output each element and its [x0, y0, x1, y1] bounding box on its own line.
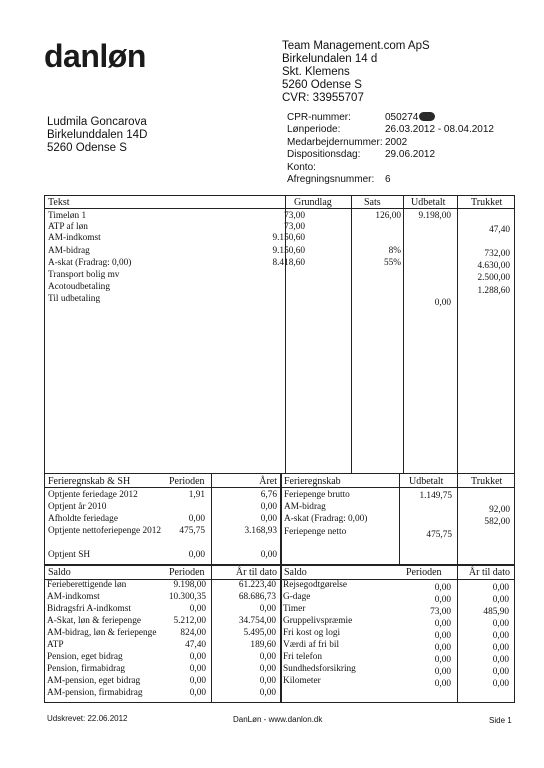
row-trukket: 732,00: [484, 249, 510, 259]
row-label: Optjent år 2010: [48, 502, 107, 512]
row-label: Fri telefon: [283, 652, 322, 662]
saldo-title: Saldo: [284, 567, 307, 578]
company-info: [282, 40, 430, 105]
row-label: Pension, firmabidrag: [47, 664, 125, 674]
row-aaret: 3.168,93: [244, 526, 277, 536]
danlon-logo: danløn: [44, 38, 146, 74]
row-perioden: 0,00: [189, 676, 206, 686]
row-sats: 55%: [383, 258, 401, 268]
employee-info: [47, 116, 147, 155]
main-pay-table: [44, 195, 515, 474]
row-label: G-dage: [283, 592, 311, 602]
meta-row-account: [287, 162, 494, 174]
row-label: Kilometer: [283, 676, 321, 686]
row-perioden: 0,00: [189, 604, 206, 614]
header-aaret: Året: [259, 476, 277, 487]
ferieregnskab-title: Ferieregnskab: [284, 476, 341, 487]
row-perioden: 0,00: [188, 514, 205, 524]
row-label: AM-pension, eget bidrag: [47, 676, 141, 686]
row-perioden: 0,00: [434, 667, 451, 677]
company-cvr: CVR: 33955707: [282, 92, 364, 104]
row-perioden: 0,00: [434, 583, 451, 593]
row-label: Ferieberettigende løn: [47, 580, 127, 590]
meta-label: Lønperiode:: [287, 124, 341, 136]
row-label: Pension, eget bidrag: [47, 652, 123, 662]
row-label: AM-bidrag: [284, 502, 326, 512]
employee-address: Birkelunddalen 14D: [47, 129, 148, 141]
row-perioden: 0,00: [189, 652, 206, 662]
row-aar: 0,00: [492, 619, 509, 629]
meta-value: 6: [385, 174, 391, 186]
employee-city: 5260 Odense S: [47, 142, 127, 154]
row-label: ATP: [47, 640, 64, 650]
meta-label: CPR-nummer:: [287, 112, 351, 123]
ferie-sh-table: [44, 473, 282, 565]
row-udbetalt: 475,75: [426, 530, 452, 540]
row-aar: 5.495,00: [243, 628, 276, 638]
row-trukket: 4.630,00: [477, 261, 510, 271]
row-trukket: 92,00: [489, 505, 510, 515]
company-address2: Skt. Klemens: [282, 66, 350, 78]
company-city: 5260 Odense S: [282, 79, 362, 91]
row-label: Optjente feriedage 2012: [48, 490, 138, 500]
meta-label: Medarbejdernummer:: [287, 136, 383, 148]
row-aar: 0,00: [259, 652, 276, 662]
row-aar: 0,00: [259, 664, 276, 674]
header-perioden: Perioden: [406, 567, 442, 578]
row-perioden: 0,00: [434, 619, 451, 629]
header-aar-til-dato: År til dato: [235, 567, 277, 578]
printed-date: Udskrevet: 22.06.2012: [47, 714, 128, 723]
row-aar: 189,60: [250, 640, 276, 650]
row-aar: 0,00: [492, 631, 509, 641]
row-trukket: 582,00: [484, 517, 510, 527]
meta-label: Afregningsnummer:: [287, 174, 375, 186]
row-label: Feriepenge netto: [284, 527, 347, 537]
row-label: AM-bidrag, løn & feriepenge: [47, 628, 157, 638]
meta-label: Dispositionsdag:: [287, 149, 361, 161]
meta-row-period: [287, 124, 494, 136]
meta-label: Konto:: [287, 161, 316, 173]
ferieregnskab-table: [280, 473, 515, 565]
row-aaret: 0,00: [260, 502, 277, 512]
row-grundlag: 73,00: [284, 211, 305, 221]
row-tekst: Til udbetaling: [48, 294, 101, 304]
meta-row-cpr: [287, 112, 494, 124]
row-label: Bidragsfri A-indkomst: [47, 604, 131, 614]
row-aar: 0,00: [259, 676, 276, 686]
meta-value: 050274: [385, 112, 419, 123]
row-grundlag: 9.150,60: [272, 246, 305, 256]
header-grundlag: Grundlag: [294, 197, 332, 208]
row-aaret: 0,00: [260, 514, 277, 524]
row-aaret: 0,00: [260, 550, 277, 560]
row-perioden: 0,00: [189, 664, 206, 674]
row-sats: 8%: [388, 246, 401, 256]
row-tekst: Transport bolig mv: [48, 270, 120, 280]
saldo-title: Saldo: [48, 567, 71, 578]
row-trukket: 1.288,60: [477, 286, 510, 296]
company-name: Team Management.com ApS: [282, 40, 430, 52]
row-label: A-Skat, løn & feriepenge: [47, 616, 141, 626]
row-perioden: 73,00: [430, 607, 451, 617]
footer-website: DanLøn - www.danlon.dk: [233, 715, 323, 724]
payslip-meta: [287, 112, 494, 186]
row-aar: 61.223,40: [238, 580, 276, 590]
row-perioden: 0,00: [434, 655, 451, 665]
header-trukket: Trukket: [471, 476, 503, 487]
redaction-mark: [419, 112, 435, 121]
row-aar: 0,00: [492, 667, 509, 677]
row-aar: 0,00: [492, 583, 509, 593]
row-aar: 0,00: [492, 655, 509, 665]
row-label: Optjente nettoferiepenge 2012: [48, 526, 162, 536]
row-label: Fri kost og logi: [283, 628, 341, 638]
meta-row-disposition-date: [287, 149, 494, 161]
header-aar-til-dato: År til dato: [468, 567, 510, 578]
header-tekst: Tekst: [48, 197, 70, 208]
row-perioden: 9.198,00: [173, 580, 206, 590]
row-aar: 0,00: [259, 688, 276, 698]
row-sats: 126,00: [375, 211, 401, 221]
meta-row-settlement-number: [287, 174, 494, 186]
row-label: Feriepenge brutto: [284, 490, 350, 500]
row-perioden: 0,00: [189, 688, 206, 698]
row-perioden: 475,75: [179, 526, 205, 536]
meta-value: 2002: [385, 136, 408, 148]
row-perioden: 0,00: [434, 595, 451, 605]
row-trukket: 2.500,00: [477, 273, 510, 283]
row-label: Sundhedsforsikring: [283, 664, 356, 674]
employee-name: Ludmila Goncarova: [47, 116, 147, 128]
page-number: Side 1: [489, 716, 512, 725]
row-label: A-skat (Fradrag: 0,00): [284, 514, 368, 524]
row-perioden: 824,00: [180, 628, 206, 638]
row-grundlag: 9.150,60: [272, 233, 305, 243]
row-label: Optjent SH: [48, 550, 91, 560]
row-perioden: 0,00: [434, 631, 451, 641]
row-aar: 0,00: [492, 643, 509, 653]
row-aar: 0,00: [259, 604, 276, 614]
row-grundlag: 73,00: [284, 222, 305, 232]
row-aar: 34.754,00: [238, 616, 276, 626]
meta-value: 26.03.2012 - 08.04.2012: [385, 124, 494, 136]
row-tekst: Acotoudbetaling: [48, 282, 110, 292]
row-label: Værdi af fri bil: [283, 640, 340, 650]
header-sats: Sats: [364, 197, 381, 208]
row-perioden: 47,40: [185, 640, 206, 650]
row-perioden: 1,91: [188, 490, 205, 500]
row-aar: 0,00: [492, 595, 509, 605]
row-label: AM-pension, firmabidrag: [47, 688, 143, 698]
row-udbetalt: 0,00: [434, 298, 451, 308]
row-label: AM-indkomst: [47, 592, 100, 602]
row-tekst: Timeløn 1: [48, 211, 87, 221]
row-aar: 0,00: [492, 679, 509, 689]
row-tekst: A-skat (Fradrag: 0,00): [48, 258, 132, 268]
header-trukket: Trukket: [471, 197, 503, 208]
header-perioden: Perioden: [169, 476, 205, 487]
row-aar: 485,90: [483, 607, 509, 617]
row-perioden: 0,00: [188, 550, 205, 560]
ferie-sh-title: Ferieregnskab & SH: [48, 476, 131, 487]
header-udbetalt: Udbetalt: [411, 197, 446, 208]
row-label: Rejsegodtgørelse: [283, 580, 348, 590]
header-udbetalt: Udbetalt: [409, 476, 444, 487]
meta-row-employee-number: [287, 137, 494, 149]
meta-value: 29.06.2012: [385, 149, 436, 161]
row-grundlag: 8.418,60: [272, 258, 305, 268]
row-label: Timer: [283, 604, 306, 614]
row-tekst: ATP af løn: [48, 222, 88, 232]
company-address1: Birkelundalen 14 d: [282, 53, 378, 65]
row-tekst: AM-bidrag: [48, 246, 90, 256]
row-perioden: 0,00: [434, 643, 451, 653]
row-perioden: 0,00: [434, 679, 451, 689]
row-label: Afholdte feriedage: [48, 514, 118, 524]
row-aaret: 6,76: [260, 490, 277, 500]
row-aar: 68.686,73: [238, 592, 276, 602]
header-perioden: Perioden: [169, 567, 205, 578]
row-perioden: 5.212,00: [173, 616, 206, 626]
row-perioden: 10.300,35: [168, 592, 206, 602]
row-tekst: AM-indkomst: [48, 233, 101, 243]
row-trukket: 47,40: [489, 225, 510, 235]
row-udbetalt: 9.198,00: [418, 211, 451, 221]
row-label: Gruppelivspræmie: [283, 616, 353, 626]
row-udbetalt: 1.149,75: [419, 491, 452, 501]
